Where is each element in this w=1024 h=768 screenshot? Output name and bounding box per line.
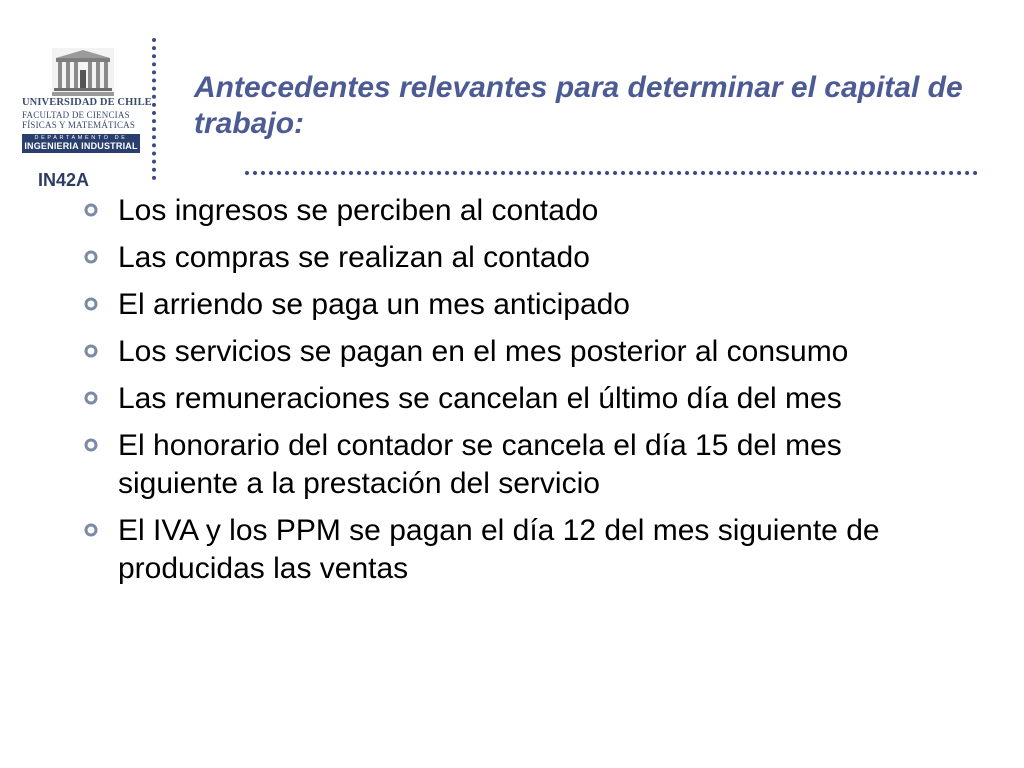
course-code: IN42A — [38, 170, 90, 190]
bullet-item — [84, 192, 904, 230]
logo-department-label: DEPARTAMENTO DE — [34, 134, 128, 141]
ring-bullet-icon — [84, 203, 98, 217]
bullet-item — [84, 333, 904, 371]
horizontal-dotted-divider — [245, 171, 978, 175]
ring-bullet-icon — [84, 250, 98, 264]
bullet-item — [84, 512, 904, 588]
bullet-text: Las compras se realizan al contado — [118, 241, 590, 274]
university-logo — [22, 48, 152, 153]
logo-university: UNIVERSIDAD DE CHILE — [22, 97, 152, 108]
bullet-text: Las remuneraciones se cancelan el último día del mes — [118, 382, 842, 415]
bullet-text: Los ingresos se perciben al contado — [118, 194, 599, 227]
bullet-text: El IVA y los PPM se pagan el día 12 del mes siguiente de producidas las ventas — [118, 514, 880, 585]
bullet-item — [84, 427, 904, 503]
bullet-list — [84, 192, 904, 597]
bullet-item — [84, 380, 904, 418]
slide-title: Antecedentes relevantes para determinar el capital de trabajo: — [194, 71, 963, 140]
vertical-dotted-divider — [152, 38, 156, 180]
ring-bullet-icon — [84, 391, 98, 405]
logo-department-band — [22, 134, 140, 154]
bullet-text: Los servicios se pagan en el mes posterior al consumo — [118, 335, 849, 368]
building-icon — [52, 48, 114, 96]
logo-faculty-sub: FÍSICAS Y MATEMÁTICAS — [22, 119, 136, 130]
bullet-text: El honorario del contador se cancela el día 15 del mes siguiente a la prestación del servicio — [118, 429, 842, 500]
logo-faculty: FACULTAD DE CIENCIAS — [22, 109, 130, 120]
bullet-item — [84, 286, 904, 324]
ring-bullet-icon — [84, 297, 98, 311]
logo-department-name: INGENIERIA INDUSTRIAL — [24, 141, 138, 151]
bullet-text: El arriendo se paga un mes anticipado — [118, 288, 630, 321]
bullet-item — [84, 239, 904, 277]
ring-bullet-icon — [84, 438, 98, 452]
ring-bullet-icon — [84, 344, 98, 358]
ring-bullet-icon — [84, 523, 98, 537]
